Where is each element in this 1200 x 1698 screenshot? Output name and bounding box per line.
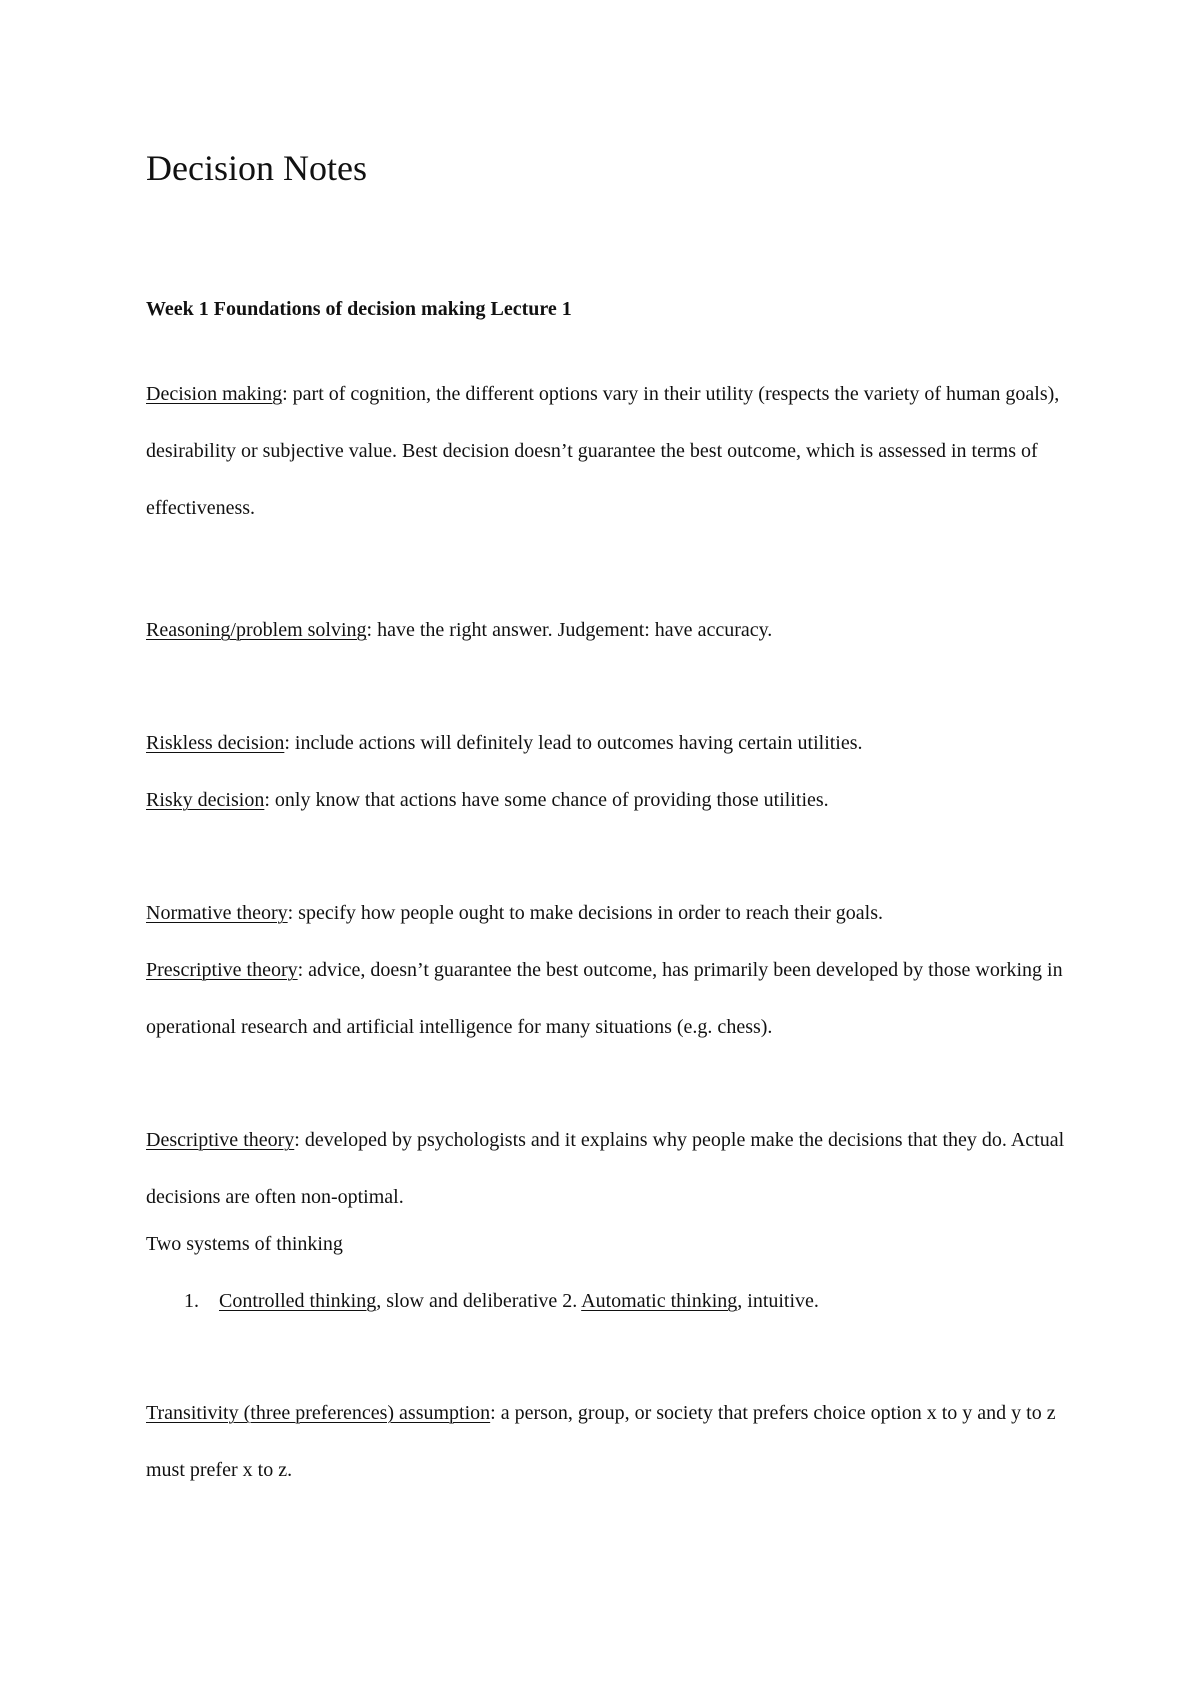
term-controlled-thinking: Controlled thinking: [219, 1290, 377, 1312]
paragraph-text: : only know that actions have some chance of providing those utilities.: [264, 789, 829, 811]
paragraph-reasoning: [146, 602, 1086, 659]
term-risky: Risky decision: [146, 789, 265, 811]
paragraph-text: : have the right answer. Judgement: have accuracy.: [366, 619, 773, 641]
paragraph-text: : part of cognition, the different options vary in their utility (respects the variety of human goals), desirability or subjective value. Best decision doesn’t guarantee the best outcome, which is assessed in terms of effectiveness.: [146, 383, 1060, 519]
list-number: 1.: [184, 1290, 199, 1312]
paragraph-decision-making: [146, 366, 1086, 537]
term-normative: Normative theory: [146, 902, 288, 924]
paragraph-descriptive: [146, 1112, 1086, 1226]
term-automatic-thinking: Automatic thinking: [581, 1290, 738, 1312]
paragraph-riskless: [146, 715, 1086, 772]
paragraph-text: : specify how people ought to make decisions in order to reach their goals.: [287, 902, 884, 924]
list-item: [219, 1273, 819, 1330]
list-text: , intuitive.: [737, 1290, 819, 1312]
list-text: , slow and deliberative 2.: [376, 1290, 582, 1312]
paragraph-text: Two systems of thinking: [146, 1233, 343, 1255]
term-descriptive: Descriptive theory: [146, 1129, 295, 1151]
term-prescriptive: Prescriptive theory: [146, 959, 298, 981]
paragraph-normative: [146, 885, 1086, 942]
paragraph-text: : developed by psychologists and it explains why people make the decisions that they do. Actual decisions are often non-optimal.: [146, 1129, 1065, 1208]
paragraph-transitivity: [146, 1385, 1086, 1499]
paragraph-risky: [146, 772, 1086, 829]
document-title: Decision Notes: [146, 148, 367, 188]
paragraph-text: : a person, group, or society that prefers choice option x to y and y to z must prefer x to z.: [146, 1402, 1056, 1481]
paragraph-text: : advice, doesn’t guarantee the best outcome, has primarily been developed by those working in operational research and artificial intelligence for many situations (e.g. chess).: [146, 959, 1063, 1038]
paragraph-text: : include actions will definitely lead to outcomes having certain utilities.: [284, 732, 863, 754]
term-riskless: Riskless decision: [146, 732, 285, 754]
term-decision-making: Decision making: [146, 383, 283, 405]
paragraph-two-systems: [146, 1216, 1086, 1273]
term-transitivity: Transitivity (three preferences) assumption: [146, 1402, 491, 1424]
term-reasoning: Reasoning/problem solving: [146, 619, 367, 641]
week-heading: Week 1 Foundations of decision making Lecture 1: [146, 298, 572, 320]
paragraph-prescriptive: [146, 942, 1086, 1056]
